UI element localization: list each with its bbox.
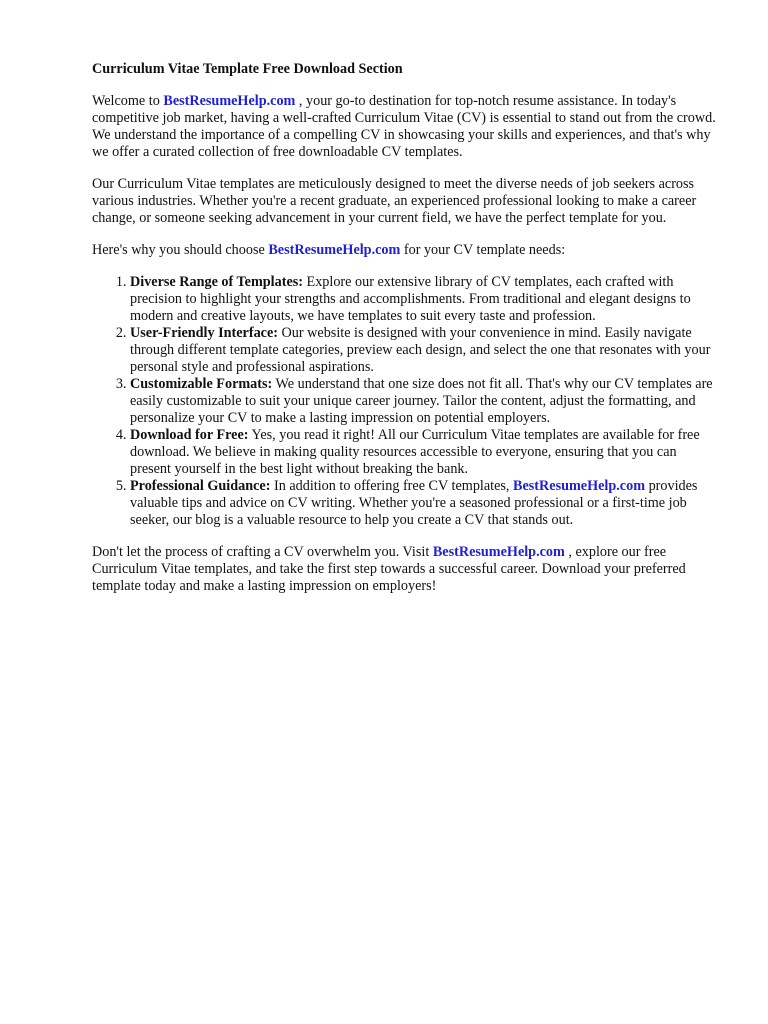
intro-paragraph xyxy=(92,93,716,161)
why-site-link[interactable]: BestResumeHelp.com xyxy=(268,242,401,258)
closing-text-after: , explore our free Curriculum Vitae templates, and take the first step towards a successful career. Download your preferred template today and make a lasting impression on employers! xyxy=(92,544,686,594)
guidance-site-link[interactable]: BestResumeHelp.com xyxy=(513,478,646,494)
list-item xyxy=(130,325,716,376)
why-paragraph xyxy=(92,242,716,259)
templates-paragraph: Our Curriculum Vitae templates are meticulously designed to meet the diverse needs of job seekers across various industries. Whether you're a recent graduate, an experienced professional looking to make a career change, or someone seeking advancement in your current field, we have the perfect template for you. xyxy=(92,176,697,226)
list-item-title: Diverse Range of Templates: xyxy=(130,274,303,290)
list-item-text: Our website is designed with your convenience in mind. Easily navigate through different template categories, preview each design, and select the one that resonates with your personal style and professional aspirations. xyxy=(130,325,711,375)
list-item-text-before: In addition to offering free CV templates, xyxy=(270,478,514,494)
list-item-text: Yes, you read it right! All our Curriculum Vitae templates are available for free download. We believe in making quality resources accessible to everyone, ensuring that you can present yourself in the best light without breaking the bank. xyxy=(130,427,700,477)
list-item xyxy=(130,478,716,529)
list-item-text: We understand that one size does not fit all. That's why our CV templates are easily customizable to suit your unique career journey. Tailor the content, adjust the formatting, and personalize your CV to make a lasting impression on potential employers. xyxy=(130,376,713,426)
intro-text-after: , your go-to destination for top-notch resume assistance. In today's competitive job market, having a well-crafted Curriculum Vitae (CV) is essential to stand out from the crowd. We understand the importance of a compelling CV in showcasing your skills and experiences, and that's why we offer a curated collection of free downloadable CV templates. xyxy=(92,93,716,160)
intro-text-before: Welcome to xyxy=(92,93,164,109)
intro-site-link[interactable]: BestResumeHelp.com xyxy=(163,93,296,109)
why-text-before: Here's why you should choose xyxy=(92,242,269,258)
list-item-text: Explore our extensive library of CV templates, each crafted with precision to highlight your strengths and accomplishments. From traditional and elegant designs to modern and creative layouts, we have templates to suit every taste and profession. xyxy=(130,274,691,324)
reasons-list xyxy=(92,274,716,529)
closing-site-link[interactable]: BestResumeHelp.com xyxy=(432,544,565,560)
list-item-title: User-Friendly Interface: xyxy=(130,325,278,341)
closing-paragraph xyxy=(92,544,716,595)
why-text-after: for your CV template needs: xyxy=(400,242,566,258)
list-item-title: Customizable Formats: xyxy=(130,376,273,392)
document-title: Curriculum Vitae Template Free Download Section xyxy=(92,61,403,77)
list-item-text-after: provides valuable tips and advice on CV writing. Whether you're a seasoned professional or a first-time job seeker, our blog is a valuable resource to help you create a CV that stands out. xyxy=(130,478,698,528)
list-item xyxy=(130,376,716,427)
closing-text-before: Don't let the process of crafting a CV overwhelm you. Visit xyxy=(92,544,433,560)
list-item-title: Professional Guidance: xyxy=(130,478,271,494)
list-item-title: Download for Free: xyxy=(130,427,249,443)
list-item xyxy=(130,274,716,325)
list-item xyxy=(130,427,716,478)
